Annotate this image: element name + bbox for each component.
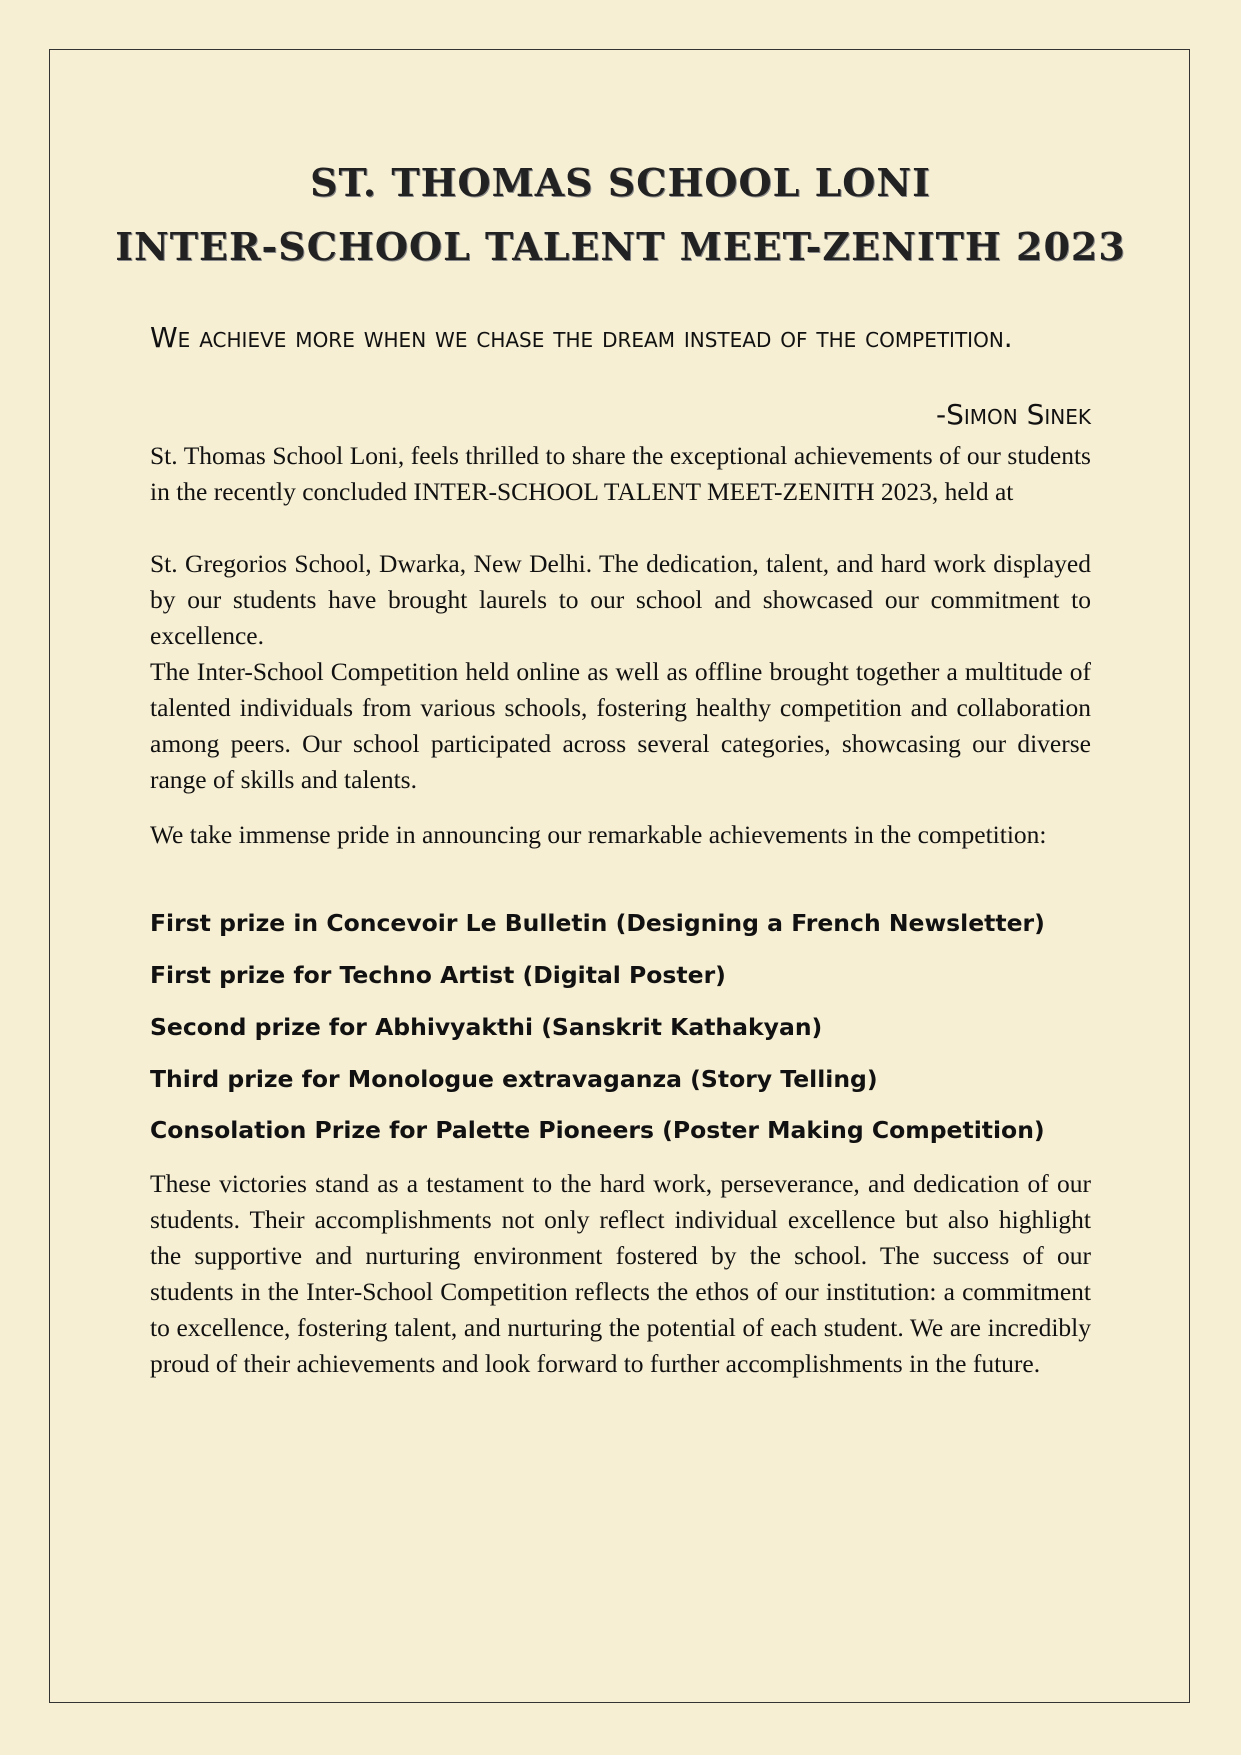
quote-text: We achieve more when we chase the dream instead of the competition. [150, 321, 1013, 354]
event-title: INTER-SCHOOL TALENT MEET-ZENITH 2023 [115, 224, 1126, 269]
intro-paragraph-3: The Inter-School Competition held online as well as offline brought together a multitude of talented individuals from various schools, fostering healthy competition and collaboration among peers. Our school participated across several categories, showcasing our diverse range of skills and talents. [150, 657, 1091, 794]
intro-paragraph-1: St. Thomas School Loni, feels thrilled to share the exceptional achievements of our students in the recently concluded INTER-SCHOOL TALENT MEET-ZENITH 2023, held at [150, 441, 1091, 506]
closing-paragraph: These victories stand as a testament to the hard work, perseverance, and dedication of our students. Their accomplishments not only reflect individual excellence but also highlight the supportive and nurturing environment fostered by the school. The success of our students in the Inter-School Competition reflects the ethos of our institution: a commitment to excellence, fostering talent, and nurturing the potential of each student. We are incredibly proud of their achievements and look forward to further accomplishments in the future. [150, 1169, 1091, 1378]
prize-item: First prize for Techno Artist (Digital Poster) [150, 961, 726, 989]
quote-author: -Simon Sinek [935, 398, 1091, 431]
prize-item: First prize in Concevoir Le Bulletin (Designing a French Newsletter) [150, 909, 1045, 937]
prize-item: Second prize for Abhivyakthi (Sanskrit Kathakyan) [150, 1013, 823, 1041]
intro-paragraph-2: St. Gregorios School, Dwarka, New Delhi. The dedication, talent, and hard work displayed by our students have brought laurels to our school and showcased our commitment to excellence. [150, 549, 1091, 650]
page-border [49, 49, 1190, 1703]
school-title: ST. THOMAS SCHOOL LONI [310, 160, 931, 205]
prize-item: Consolation Prize for Palette Pioneers (Poster Making Competition) [150, 1116, 1045, 1144]
announce-paragraph: We take immense pride in announcing our remarkable achievements in the competition: [150, 820, 1047, 849]
prize-item: Third prize for Monologue extravaganza (Story Telling) [150, 1065, 878, 1093]
